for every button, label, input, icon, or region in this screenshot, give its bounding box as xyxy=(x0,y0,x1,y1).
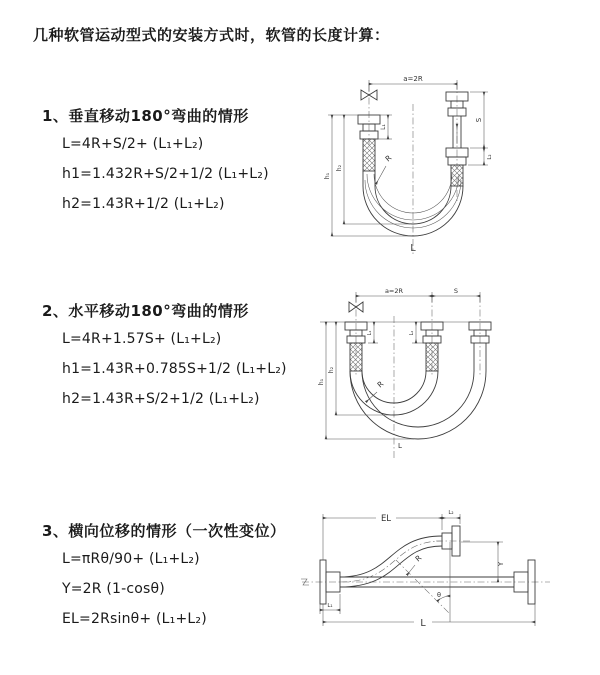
section-3-formula-EL: EL=2Rsinθ+ (L₁+L₂) xyxy=(62,611,207,627)
vertical-u-bend-drawing xyxy=(312,68,597,258)
dim-label-l1: L₁ xyxy=(380,124,387,130)
length-label: L xyxy=(410,243,416,254)
dim-label-a2r: a=2R xyxy=(384,287,404,295)
dim-label-l2: L₂ xyxy=(409,330,415,336)
dim-label-y: Y xyxy=(497,561,505,567)
length-label: L xyxy=(398,442,402,450)
dim-label-l1: L₁ xyxy=(327,603,333,609)
diagram-vertical-u-bend xyxy=(312,68,597,258)
left-hose-braid xyxy=(350,343,362,371)
dim-label-s: S xyxy=(475,117,483,123)
section-1-formula-h2: h2=1.43R+1/2 (L₁+L₂) xyxy=(62,196,225,212)
diagram-horizontal-u-bend xyxy=(308,282,600,464)
section-3-heading: 3、横向位移的情形（一次性变位） xyxy=(42,522,286,540)
dim-label-h2: h₂ xyxy=(328,366,335,374)
section-2-formula-h2: h2=1.43R+S/2+1/2 (L₁+L₂) xyxy=(62,391,260,407)
lateral-displacement-drawing xyxy=(298,502,598,644)
dim-label-l2: L₂ xyxy=(487,154,493,160)
dim-label-l2: L₂ xyxy=(448,510,454,516)
section-2-heading: 2、水平移动180°弯曲的情形 xyxy=(42,302,249,320)
hose-moved-outer-arc xyxy=(350,371,486,439)
section-2-formula-L: L=4R+1.57S+ (L₁+L₂) xyxy=(62,331,222,347)
horizontal-u-bend-drawing xyxy=(308,282,600,464)
radius-label: R xyxy=(375,379,386,390)
section-1-heading: 1、垂直移动180°弯曲的情形 xyxy=(42,107,249,125)
left-hose-braid xyxy=(363,139,375,171)
dim-label-h2: h₂ xyxy=(336,164,343,172)
dim-label-l1: L₁ xyxy=(367,330,373,336)
dim-label-a2r: a=2R xyxy=(403,75,423,83)
diagram-lateral-displacement xyxy=(298,502,598,644)
page-title: 几种软管运动型式的安装方式时，软管的长度计算： xyxy=(33,26,390,44)
angle-label: θ xyxy=(437,591,441,599)
radius-label: R xyxy=(383,153,394,164)
section-1-formula-h1: h1=1.432R+S/2+1/2 (L₁+L₂) xyxy=(62,166,269,182)
dim-label-s: S xyxy=(453,287,459,295)
middle-hose-braid xyxy=(426,343,438,371)
dim-label-el: EL xyxy=(380,514,392,524)
dim-label-h1: h₁ xyxy=(318,378,325,386)
section-3-formula-Y: Y=2R (1-cosθ) xyxy=(62,581,165,597)
radius-label: R xyxy=(413,553,424,564)
length-label: L xyxy=(420,618,426,629)
section-3-formula-L: L=πRθ/90+ (L₁+L₂) xyxy=(62,551,200,567)
section-2-formula-h1: h1=1.43R+0.785S+1/2 (L₁+L₂) xyxy=(62,361,287,377)
dim-label-h1: h₁ xyxy=(324,172,331,180)
section-1-formula-L: L=4R+S/2+ (L₁+L₂) xyxy=(62,136,204,152)
